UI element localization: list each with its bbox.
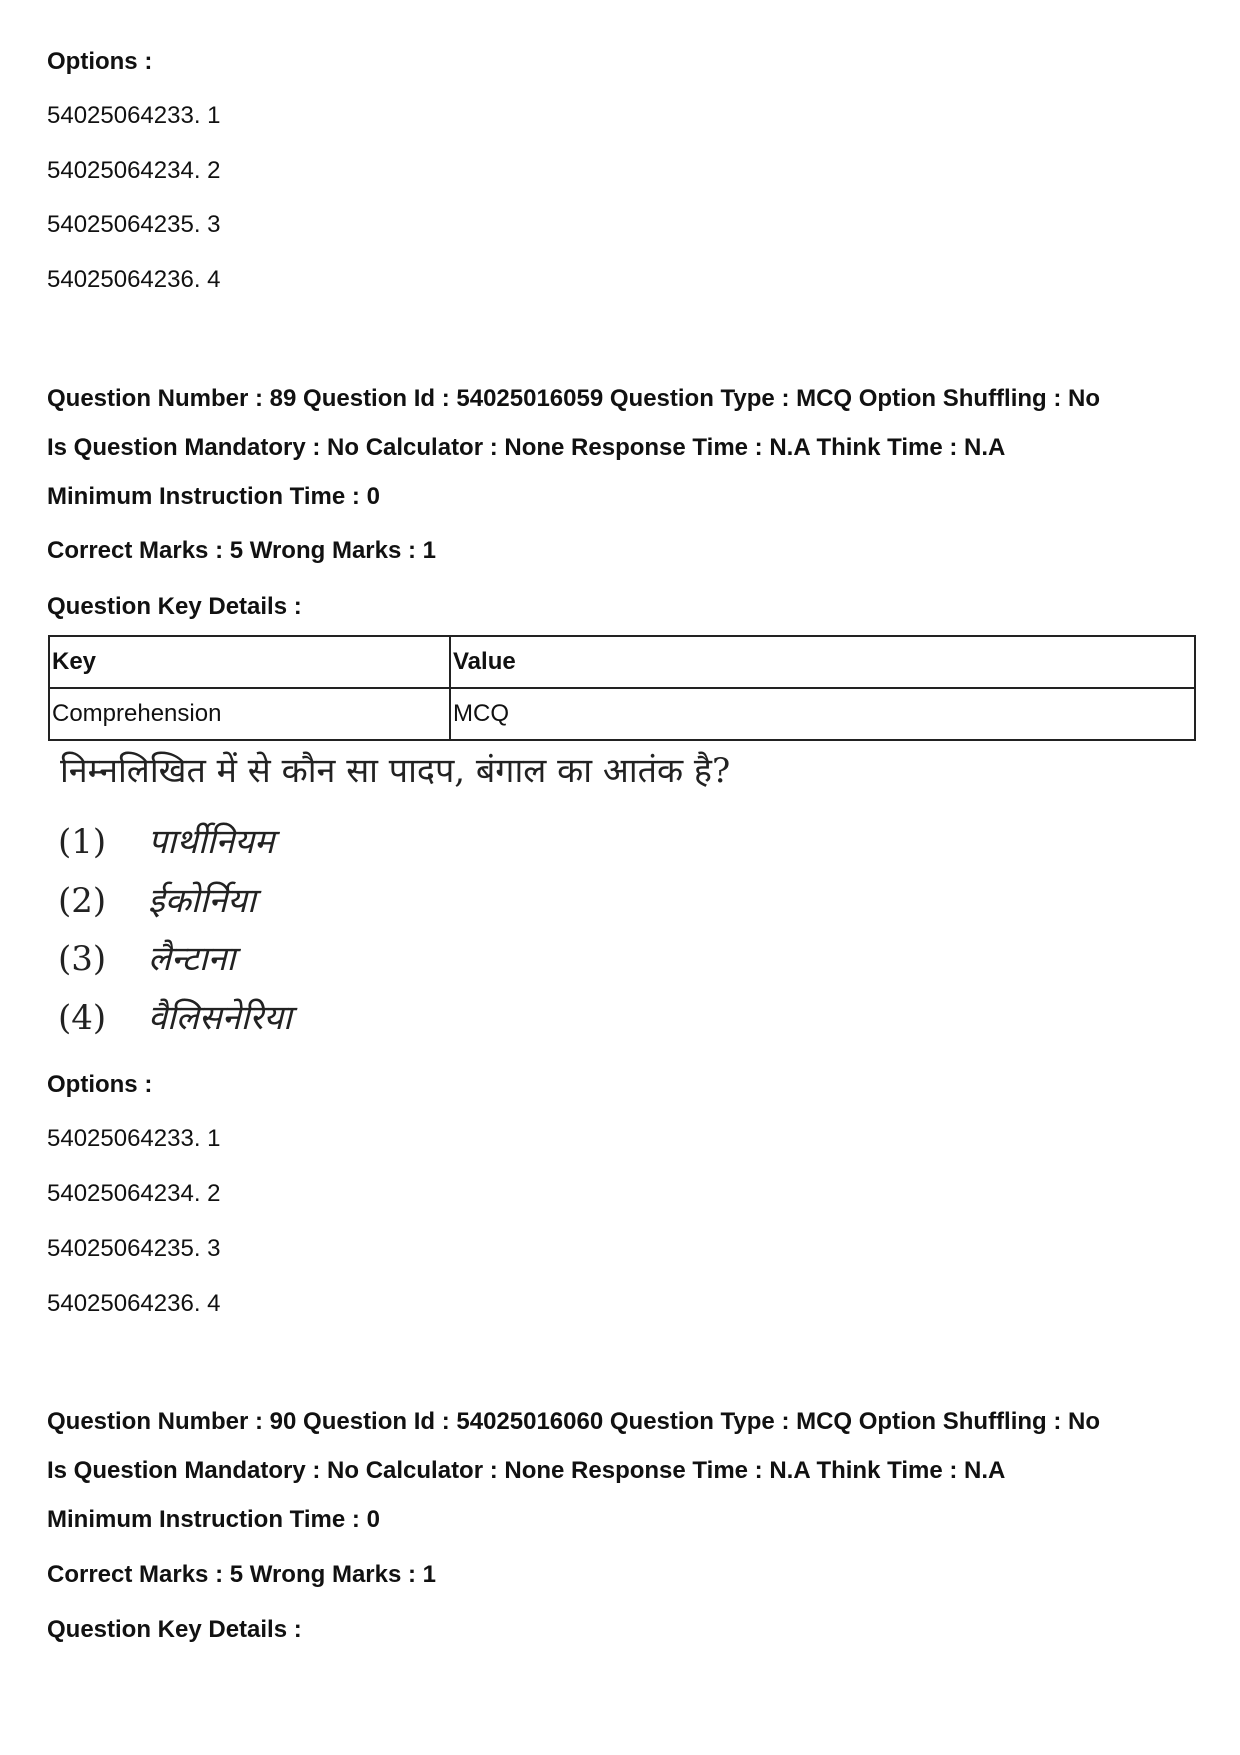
- question-option-number: (3): [58, 939, 107, 979]
- option-item: 54025064234. 2: [47, 1180, 221, 1207]
- question-option-number: (4): [58, 998, 107, 1038]
- option-item: 54025064235. 3: [47, 1235, 221, 1262]
- question-option: [58, 820, 274, 864]
- question-meta-line: Question Number : 90 Question Id : 54025016060 Question Type : MCQ Option Shuffling : No: [47, 1408, 1101, 1435]
- question-meta-line: Minimum Instruction Time : 0: [47, 483, 380, 510]
- question-option: [58, 937, 235, 981]
- key-details-label: Question Key Details :: [47, 1616, 302, 1643]
- table-row: [49, 688, 1195, 740]
- options-label: Options :: [47, 48, 153, 75]
- question-meta-line: Minimum Instruction Time : 0: [47, 1506, 380, 1533]
- question-meta-line: Question Number : 89 Question Id : 54025016059 Question Type : MCQ Option Shuffling : No: [47, 385, 1101, 412]
- option-item: 54025064236. 4: [47, 266, 221, 293]
- table-header-row: [49, 636, 1195, 688]
- question-option-text: वैलिसनेरिया: [148, 998, 292, 1038]
- table-header-cell: Key: [49, 636, 450, 688]
- marks-line: Correct Marks : 5 Wrong Marks : 1: [47, 1561, 437, 1588]
- question-option-text: लैन्टाना: [148, 939, 236, 979]
- option-item: 54025064235. 3: [47, 211, 221, 238]
- question-meta-line: Is Question Mandatory : No Calculator : None Response Time : N.A Think Time : N.A: [47, 434, 1006, 461]
- option-item: 54025064233. 1: [47, 102, 221, 129]
- option-item: 54025064236. 4: [47, 1290, 221, 1317]
- question-text: निम्नलिखित में से कौन सा पादप, बंगाल का आतंक है?: [60, 751, 731, 791]
- question-option-text: ईकोर्निया: [148, 881, 256, 921]
- key-details-label: Question Key Details :: [47, 593, 302, 620]
- options-label: Options :: [47, 1071, 153, 1098]
- table-header-cell: Value: [450, 636, 1195, 688]
- table-cell: MCQ: [450, 688, 1195, 740]
- question-option: [58, 879, 256, 923]
- question-option-text: पार्थीनियम: [148, 822, 275, 862]
- question-key-table: [48, 635, 1196, 741]
- option-item: 54025064233. 1: [47, 1125, 221, 1152]
- question-option-number: (1): [58, 822, 107, 862]
- question-image: [58, 748, 818, 1048]
- marks-line: Correct Marks : 5 Wrong Marks : 1: [47, 537, 437, 564]
- option-item: 54025064234. 2: [47, 157, 221, 184]
- table-cell: Comprehension: [49, 688, 450, 740]
- question-option: [58, 996, 292, 1040]
- question-meta-line: Is Question Mandatory : No Calculator : None Response Time : N.A Think Time : N.A: [47, 1457, 1006, 1484]
- question-option-number: (2): [58, 881, 107, 921]
